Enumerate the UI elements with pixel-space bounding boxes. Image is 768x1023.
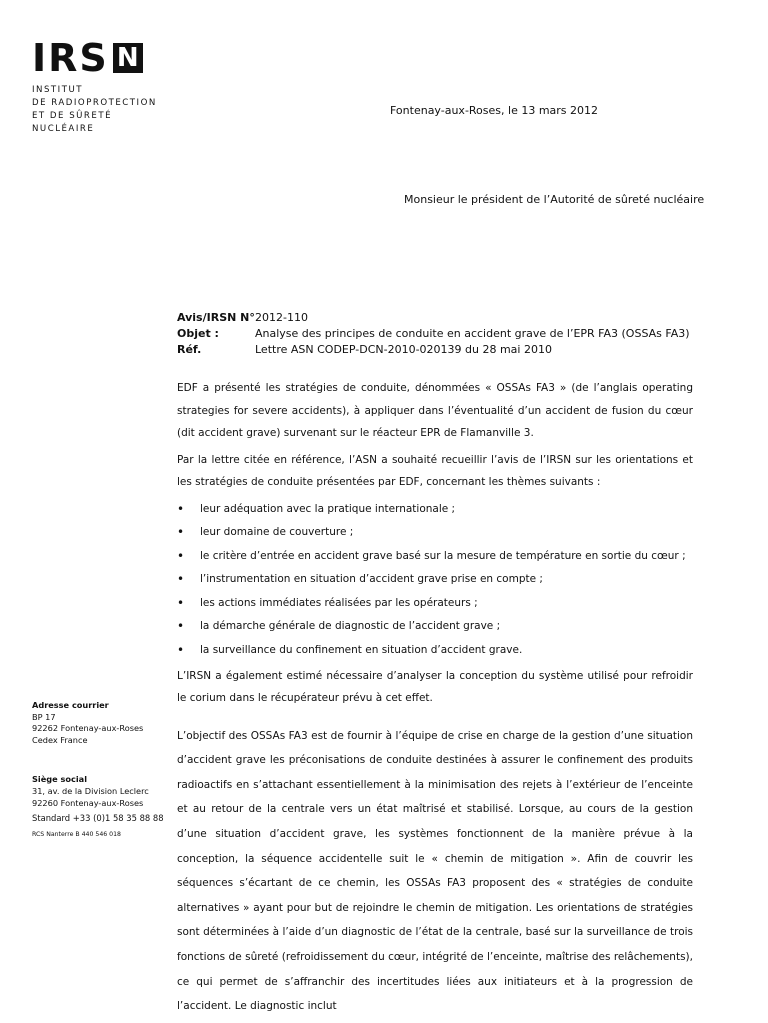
- paragraph: EDF a présenté les stratégies de conduite, dénommées « OSSAs FA3 » (de l’anglais operating strategies for severe accidents), à appliquer dans l’éventualité d’un accident de fusion du cœur (dit accident grave) survenant sur le réacteur EPR de Flamanville 3.: [177, 382, 693, 439]
- reference-block: [177, 310, 690, 358]
- logo-letters: IRS: [32, 36, 109, 80]
- list-item: • la surveillance du confinement en situation d’accident grave.: [177, 639, 693, 663]
- reference-label: Avis/IRSN N°: [177, 311, 255, 324]
- contact-sidebar: [32, 700, 172, 840]
- reference-row: [177, 310, 690, 326]
- paragraph: L’IRSN a également estimé nécessaire d’analyser la conception du système utilisé pour refroidir le corium dans le récupérateur prévu à cet effet.: [177, 669, 693, 705]
- rcs-number: RCS Nanterre B 440 546 018: [32, 830, 121, 838]
- date-line: Fontenay-aux-Roses, le 13 mars 2012: [390, 104, 599, 117]
- list-item: • les actions immédiates réalisées par les opérateurs ;: [177, 592, 693, 616]
- letter-body: [177, 377, 693, 1023]
- mail-address-title: Adresse courrier: [32, 700, 109, 710]
- address-line: 92260 Fontenay-aux-Roses: [32, 797, 144, 808]
- logo-subtitle: [32, 84, 172, 136]
- reference-label: Réf.: [177, 343, 202, 356]
- paragraph: Par la lettre citée en référence, l’ASN a souhaité recueillir l’avis de l’IRSN sur les orientations et les stratégies de conduite présentées par EDF, concernant les thèmes suivants :: [177, 453, 693, 488]
- head-office-title: Siège social: [32, 774, 88, 785]
- list-item: • l’instrumentation en situation d’accident grave prise en compte ;: [177, 568, 693, 592]
- topics-list: [177, 498, 693, 663]
- irsn-logo: [32, 38, 172, 136]
- reference-value: 2012-110: [255, 311, 308, 324]
- reference-value: Lettre ASN CODEP-DCN-2010-020139 du 28 mai 2010: [255, 343, 552, 356]
- list-item: • la démarche générale de diagnostic de l’accident grave ;: [177, 615, 693, 639]
- reference-row: [177, 342, 690, 358]
- recipient: Monsieur le président de l’Autorité de sûreté nucléaire: [404, 193, 705, 206]
- logo-subtitle-line: DE RADIOPROTECTION: [32, 98, 157, 108]
- list-item: • leur adéquation avec la pratique internationale ;: [177, 498, 693, 522]
- logo-subtitle-line: ET DE SÛRETÉ NUCLÉAIRE: [32, 111, 113, 134]
- paragraph: L’objectif des OSSAs FA3 est de fournir à l’équipe de crise en charge de la gestion d’une situation d’accident grave les préconisations de conduite destinées à assurer le confinement des produits radioactifs en s’attachant essentiellement à la minimisation des rejets à l’extérieur de l’enceinte et au retour de la centrale vers un état maîtrisé et stabilisé. Lorsque, au cours de la gestion d’une situation d’accident grave, les systèmes fonctionnent de la manière prévue à la conception, la séquence accidentelle suit le « chemin de mitigation ». Afin de couvrir les séquences s’écartant de ce chemin, les OSSAs FA3 proposent des « stratégies de conduite alternatives » ayant pour but de rejoindre le chemin de mitigation. Les orientations de stratégies sont déterminées à l’aide d’un diagnostic de l’état de la centrale, basé sur la surveillance de trois fonctions de sûreté (refroidissement du cœur, intégrité de l’enceinte, maîtrise des relâchements), ce qui permet de s’affranchir des incertitudes liées aux initiateurs et à la progression de l’accident. Le diagnostic inclut: [177, 729, 693, 1013]
- reference-label: Objet :: [177, 327, 219, 340]
- list-item: • le critère d’entrée en accident grave basé sur la mesure de température en sortie du cœur ;: [177, 545, 693, 569]
- address-line: 31, av. de la Division Leclerc: [32, 785, 149, 796]
- phone-number: Standard +33 (0)1 58 35 88 88: [32, 813, 164, 824]
- mail-address: [32, 700, 172, 746]
- address-line: Cedex France: [32, 734, 88, 745]
- head-office: [32, 774, 172, 840]
- address-line: BP 17: [32, 711, 56, 722]
- reference-value: Analyse des principes de conduite en accident grave de l’EPR FA3 (OSSAs FA3): [255, 327, 690, 340]
- address-line: 92262 Fontenay-aux-Roses: [32, 723, 144, 734]
- list-item: • leur domaine de couverture ;: [177, 521, 693, 545]
- reference-row: [177, 326, 690, 342]
- logo-boxed-letter: N: [113, 43, 143, 73]
- logo-subtitle-line: INSTITUT: [32, 85, 83, 95]
- logo-wordmark: [32, 38, 172, 78]
